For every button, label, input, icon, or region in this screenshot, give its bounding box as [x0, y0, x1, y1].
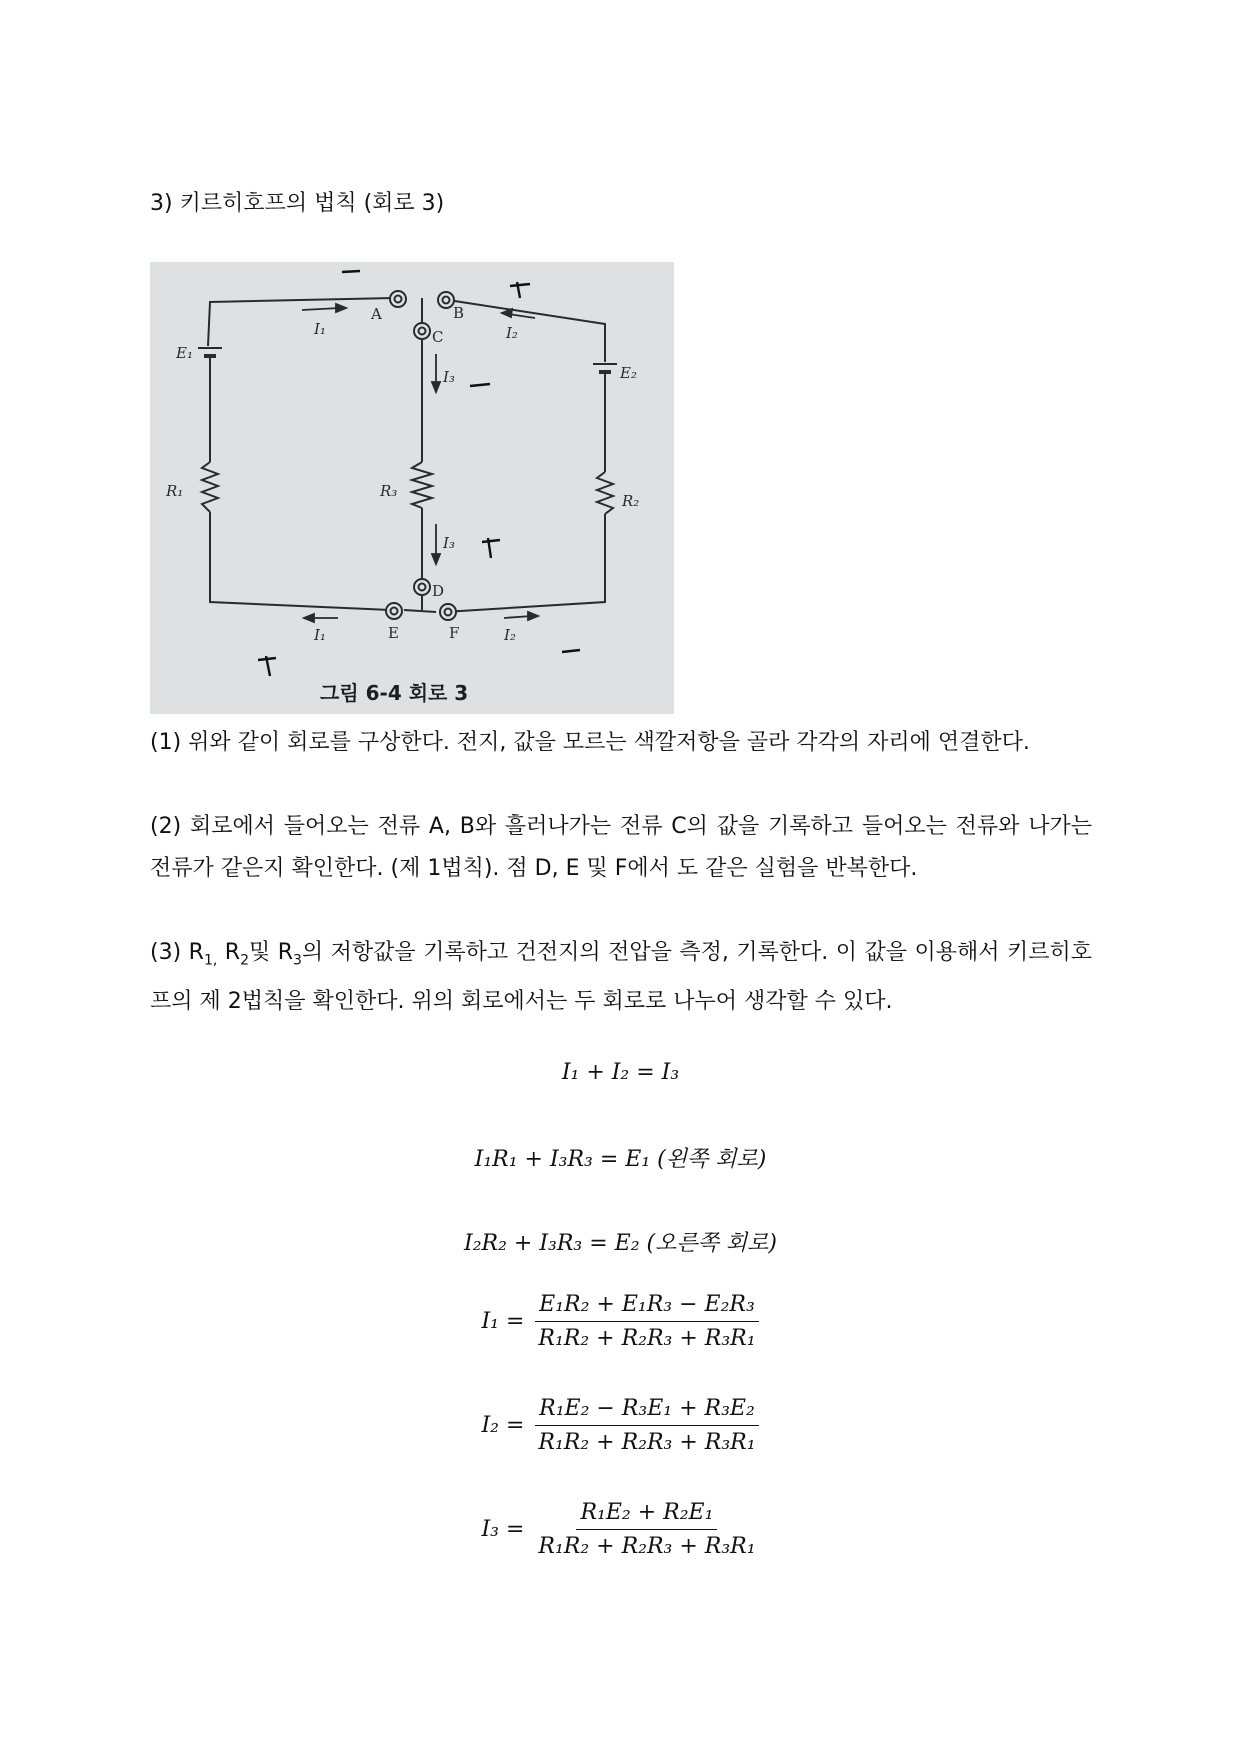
label-r2: R₂	[622, 492, 640, 510]
label-i2-top: I₂	[506, 324, 518, 342]
label-i1-bottom: I₁	[314, 626, 326, 644]
formula-i1-denominator: R₁R₂ + R₂R₃ + R₃R₁	[538, 1326, 756, 1351]
step-3-sub-2: 2	[240, 952, 249, 969]
formula-i2-lhs: I₂ =	[481, 1413, 525, 1438]
equation-left-loop-main: I₁R₁ + I₃R₃ = E₁ (	[474, 1147, 666, 1172]
node-d-label: D	[432, 582, 445, 600]
label-i3-upper: I₃	[443, 368, 455, 386]
node-f-label: F	[449, 624, 460, 642]
formula-i2	[0, 1396, 1241, 1455]
step-2-text: (2) 회로에서 들어오는 전류 A, B와 흘러나가는 전류 C의 값을 기록하고 들어오는 전류와 나가는 전류가 같은지 확인한다. (제 1법칙). 점 D, E 및 F에서 도 같은 실험을 반복한다.	[150, 814, 1092, 881]
figure-caption: 그림 6-4 회로 3	[320, 681, 469, 705]
node-a-label: A	[371, 305, 382, 323]
label-e1: E₁	[176, 344, 193, 362]
formula-i3-denominator: R₁R₂ + R₂R₃ + R₃R₁	[538, 1534, 756, 1559]
label-i2-bottom: I₂	[504, 626, 516, 644]
formula-i2-denominator: R₁R₂ + R₂R₃ + R₃R₁	[538, 1430, 756, 1455]
formula-i3-lhs: I₃ =	[481, 1517, 525, 1542]
step-3-part-b: R	[217, 940, 241, 965]
equation-right-loop	[0, 1226, 1241, 1257]
step-3-text	[150, 932, 1092, 1023]
label-i1-top: I₁	[314, 320, 326, 338]
circuit-diagram	[150, 262, 674, 714]
label-e2: E₂	[620, 364, 637, 382]
step-3-sub-1: 1,	[203, 952, 218, 969]
step-1-text: (1) 위와 같이 회로를 구상한다. 전지, 값을 모르는 색깔저항을 골라 각각의 자리에 연결한다.	[150, 730, 1030, 755]
equation-left-loop-note: 왼쪽 회로	[665, 1147, 758, 1172]
equation-left-loop-end: )	[757, 1147, 767, 1172]
formula-i3-numerator: R₁E₂ + R₂E₁	[576, 1500, 717, 1530]
step-3-part-a: (3) R	[150, 940, 204, 965]
formula-i2-numerator: R₁E₂ − R₃E₁ + R₃E₂	[535, 1396, 759, 1426]
label-r1: R₁	[166, 482, 184, 500]
equation-right-loop-note: 오른쪽 회로	[655, 1231, 769, 1256]
node-c-label: C	[432, 328, 444, 346]
formula-i1-numerator: E₁R₂ + E₁R₃ − E₂R₃	[535, 1292, 759, 1322]
equation-right-loop-main: I₂R₂ + I₃R₃ = E₂ (	[464, 1231, 656, 1256]
equation-right-loop-end: )	[768, 1231, 777, 1256]
label-r3: R₃	[380, 482, 398, 500]
node-e-label: E	[388, 624, 399, 642]
section-heading: 3) 키르히호프의 법칙 (회로 3)	[150, 191, 445, 216]
step-3-sub-3: 3	[293, 952, 302, 969]
equation-current-sum: I₁ + I₂ = I₃	[561, 1060, 680, 1085]
circuit-figure	[150, 262, 674, 714]
formula-i3	[0, 1500, 1241, 1559]
step-3-part-d: 의 저항값을 기록하고 건전지의 전압을 측정, 기록한다. 이 값을 이용해서 키르히호프의 제 2법칙을 확인한다. 위의 회로에서는 두 회로로 나누어 생각할 수 있다.	[150, 940, 1092, 1015]
node-b-label: B	[453, 304, 465, 322]
label-i3-lower: I₃	[443, 534, 455, 552]
formula-i1	[0, 1292, 1241, 1351]
formula-i1-lhs: I₁ =	[481, 1309, 525, 1334]
step-3-part-c: 및 R	[248, 940, 293, 965]
equation-left-loop	[0, 1142, 1241, 1173]
